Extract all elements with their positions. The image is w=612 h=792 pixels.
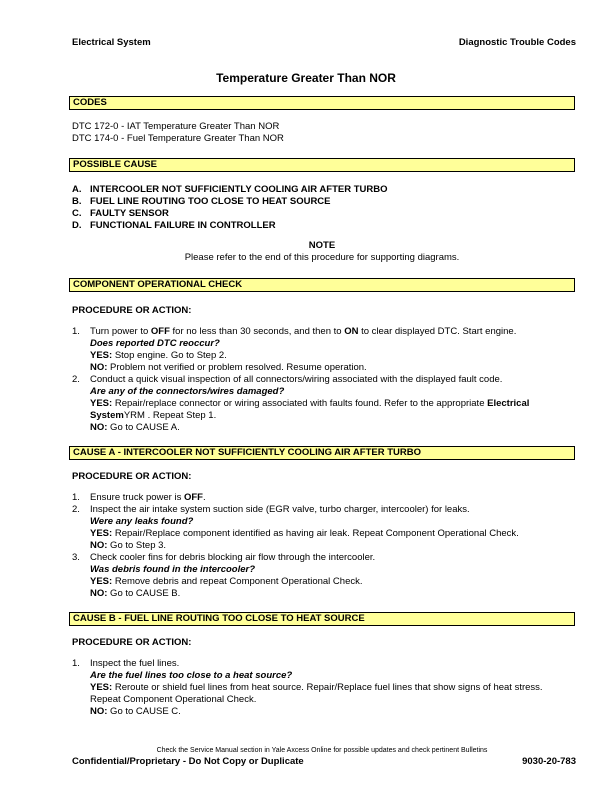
cause-item: FAULTY SENSOR [90,208,169,219]
code-item: DTC 172-0 - IAT Temperature Greater Than NOR [72,121,280,132]
header-chapter-title: Diagnostic Trouble Codes [458,37,576,48]
step-text: Inspect the air intake system suction side (EGR valve, turbo charger, intercooler) for leaks. [90,504,470,515]
step-yes-continued: SystemYRM . Repeat Step 1. [90,410,217,421]
step-yes: YES: Reroute or shield fuel lines from heat source. Repair/Replace fuel lines that show signs of heat stress. [90,682,543,693]
step-no: NO: Problem not verified or problem resolved. Resume operation. [90,362,367,373]
cause-letter: C. [72,208,82,219]
possible-cause-heading: POSSIBLE CAUSE [69,158,575,172]
step-no: NO: Go to CAUSE A. [90,422,180,433]
step-yes: YES: Remove debris and repeat Component Operational Check. [90,576,363,587]
cause-item: FUNCTIONAL FAILURE IN CONTROLLER [90,220,276,231]
cause-letter: A. [72,184,82,195]
procedure-label: PROCEDURE OR ACTION: [72,637,192,648]
step-number: 1. [72,326,80,337]
step-no: NO: Go to Step 3. [90,540,167,551]
footer-confidential: Confidential/Proprietary - Do Not Copy or Duplicate [72,756,304,767]
step-question: Were any leaks found? [90,516,194,527]
step-text: Turn power to OFF for no less than 30 seconds, and then to ON to clear displayed DTC. Start engine. [90,326,517,337]
procedure-label: PROCEDURE OR ACTION: [72,305,192,316]
step-number: 1. [72,658,80,669]
cause-letter: B. [72,196,82,207]
step-yes: YES: Repair/replace connector or wiring associated with faults found. Refer to the appropriate Electrical [90,398,530,409]
step-yes-continued: Repeat Component Operational Check. [90,694,257,705]
footer-notice: Check the Service Manual section in Yale Axcess Online for possible updates and check pertinent Bulletins [156,747,488,754]
cause-a-heading: CAUSE A - INTERCOOLER NOT SUFFICIENTLY COOLING AIR AFTER TURBO [69,446,575,460]
codes-heading: CODES [69,96,575,110]
page-number: 9030-20-783 [522,756,576,767]
step-number: 2. [72,374,80,385]
step-text: Check cooler fins for debris blocking air flow through the intercooler. [90,552,376,563]
step-question: Are any of the connectors/wires damaged? [90,386,285,397]
step-yes: YES: Stop engine. Go to Step 2. [90,350,227,361]
cause-letter: D. [72,220,82,231]
step-yes: YES: Repair/Replace component identified as having air leak. Repeat Component Operational Check. [90,528,519,539]
note-text: Please refer to the end of this procedure for supporting diagrams. [184,252,460,263]
note-title: NOTE [308,240,336,251]
step-no: NO: Go to CAUSE B. [90,588,181,599]
step-question: Was debris found in the intercooler? [90,564,256,575]
procedure-label: PROCEDURE OR ACTION: [72,471,192,482]
cause-b-heading: CAUSE B - FUEL LINE ROUTING TOO CLOSE TO HEAT SOURCE [69,612,575,626]
component-check-heading: COMPONENT OPERATIONAL CHECK [69,278,575,292]
step-question: Does reported DTC reoccur? [90,338,220,349]
cause-item: FUEL LINE ROUTING TOO CLOSE TO HEAT SOURCE [90,196,331,207]
header-section-title: Electrical System [72,37,151,48]
page-title: Temperature Greater Than NOR [216,71,396,85]
step-text: Ensure truck power is OFF. [90,492,206,503]
step-number: 1. [72,492,80,503]
step-number: 3. [72,552,80,563]
step-text: Inspect the fuel lines. [90,658,180,669]
step-question: Are the fuel lines too close to a heat source? [90,670,293,681]
cause-item: INTERCOOLER NOT SUFFICIENTLY COOLING AIR AFTER TURBO [90,184,388,195]
code-item: DTC 174-0 - Fuel Temperature Greater Than NOR [72,133,284,144]
step-number: 2. [72,504,80,515]
step-no: NO: Go to CAUSE C. [90,706,181,717]
step-text: Conduct a quick visual inspection of all connectors/wiring associated with the displayed fault code. [90,374,503,385]
